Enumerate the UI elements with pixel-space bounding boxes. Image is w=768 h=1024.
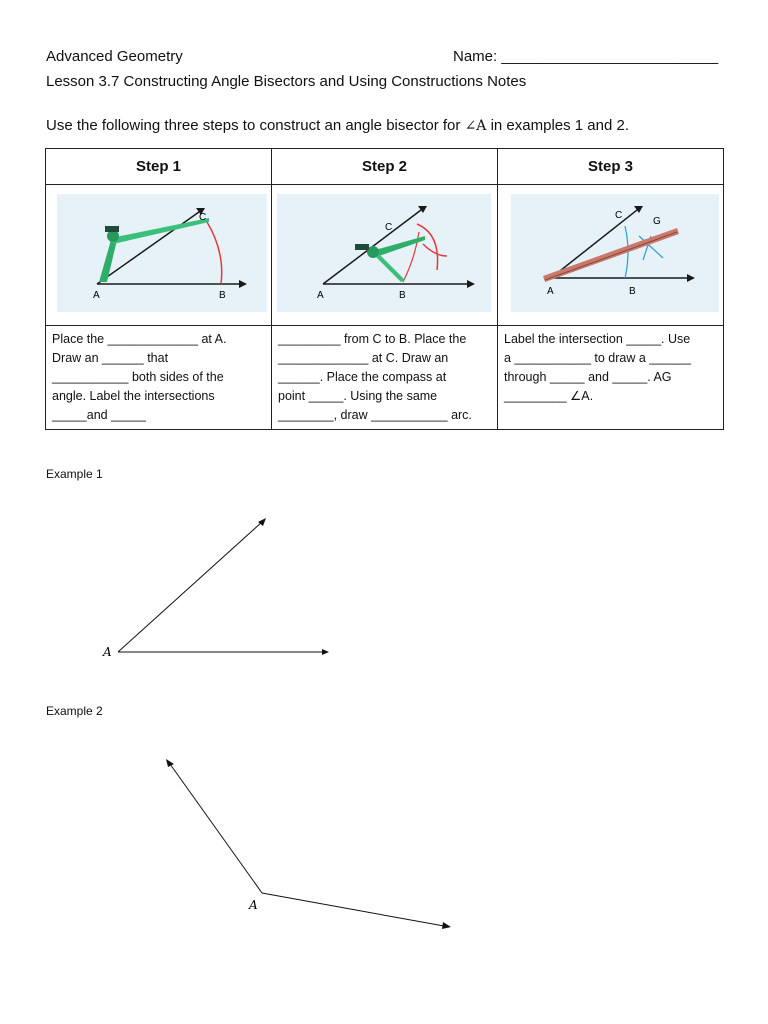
step-2-header: Step 2 xyxy=(272,149,498,185)
label-g: G xyxy=(653,216,661,227)
step-1-line: _____and _____ xyxy=(52,408,146,422)
step-2-line: _________ from C to B. Place the xyxy=(278,332,467,346)
lesson-title: Lesson 3.7 Constructing Angle Bisectors and Using Constructions Notes xyxy=(46,73,527,90)
arrowhead xyxy=(322,649,329,655)
label-c: C xyxy=(199,212,207,223)
figure-background xyxy=(57,194,267,312)
example-2-label: Example 2 xyxy=(46,704,103,718)
arrowhead xyxy=(258,518,266,526)
example-1-label: Example 1 xyxy=(46,467,103,481)
label-a: A xyxy=(93,290,100,301)
step-1-header: Step 1 xyxy=(46,149,272,185)
instructions xyxy=(46,117,629,134)
step-3-text xyxy=(498,326,724,430)
step-1-line: Place the _____________ at A. xyxy=(52,332,227,346)
step-1-figure xyxy=(46,185,272,326)
label-a: A xyxy=(317,290,324,301)
label-b: B xyxy=(399,290,406,301)
step-3-line: through _____ and _____. AG xyxy=(504,370,672,384)
arrowhead xyxy=(166,759,174,767)
compass-grip xyxy=(105,226,119,232)
step-2-diagram xyxy=(275,194,493,314)
step-2-line: ______. Place the compass at xyxy=(278,370,447,384)
angle-symbol: ∠A xyxy=(464,118,487,134)
compass-grip xyxy=(355,244,369,250)
step-2-line: ________, draw ___________ arc. xyxy=(278,408,472,422)
step-3-figure xyxy=(498,185,724,326)
example-2-ray-upper xyxy=(170,764,262,893)
step-3-line: a ___________ to draw a ______ xyxy=(504,351,691,365)
step-2-line: _____________ at C. Draw an xyxy=(278,351,449,365)
instructions-text: Use the following three steps to construct an angle bisector for xyxy=(46,117,461,134)
example-2-vertex-label: A xyxy=(249,898,258,912)
label-c: C xyxy=(385,222,393,233)
example-1-vertex-label: A xyxy=(103,645,112,659)
step-3-line: _________ ∠A. xyxy=(504,389,594,403)
step-1-line: ___________ both sides of the xyxy=(52,370,224,384)
step-2-figure xyxy=(272,185,498,326)
label-c: C xyxy=(615,210,623,221)
step-3-diagram xyxy=(501,194,719,314)
step-2-line: point _____. Using the same xyxy=(278,389,438,403)
label-b: B xyxy=(629,286,636,297)
step-2-text xyxy=(272,326,498,430)
label-b: B xyxy=(219,290,226,301)
step-3-header: Step 3 xyxy=(498,149,724,185)
step-1-line: angle. Label the intersections xyxy=(52,389,215,403)
step-3-line: Label the intersection _____. Use xyxy=(504,332,691,346)
label-a: A xyxy=(547,286,554,297)
instructions-text-end: in examples 1 and 2. xyxy=(490,117,629,134)
name-field-label: Name: __________________________ xyxy=(453,48,719,65)
step-1-diagram xyxy=(49,194,267,314)
course-title: Advanced Geometry xyxy=(46,48,183,65)
example-2-ray-lower xyxy=(262,893,444,926)
arrowhead xyxy=(442,922,451,929)
step-1-line: Draw an ______ that xyxy=(52,351,169,365)
example-1-ray-upper xyxy=(118,522,262,652)
steps-table xyxy=(45,148,724,430)
step-1-text xyxy=(46,326,272,430)
